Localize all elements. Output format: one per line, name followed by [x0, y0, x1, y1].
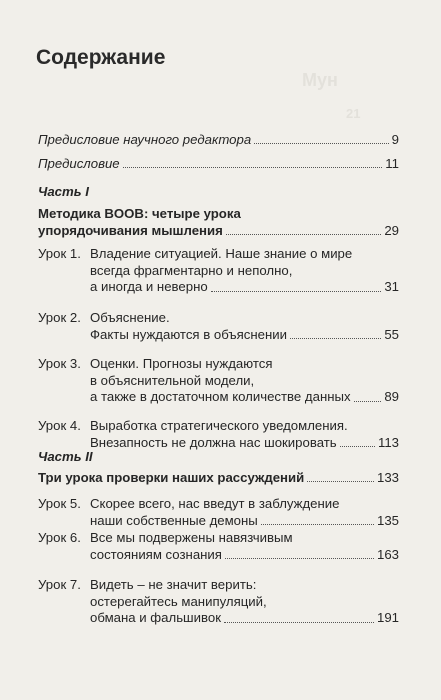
dot-leader: [307, 481, 374, 482]
dot-leader: [261, 524, 374, 525]
toc-page-number: 11: [385, 156, 399, 171]
lesson-line: Владение ситуацией. Наше знание о мире: [90, 246, 353, 261]
toc-lesson[interactable]: [38, 530, 399, 563]
lesson-line: обмана и фальшивок: [90, 610, 221, 625]
part-title-line: упорядочивания мышления: [38, 223, 223, 238]
toc-lesson[interactable]: [38, 310, 399, 343]
toc-entry-editor-preface[interactable]: [38, 131, 399, 148]
lesson-line: в объяснительной модели,: [90, 372, 255, 388]
page-title: Содержание: [36, 46, 166, 69]
toc-page-number: 163: [376, 546, 399, 562]
part-title-line: Три урока проверки наших рассуждений: [38, 470, 305, 485]
toc-page-number: 29: [384, 223, 399, 238]
dot-leader: [225, 558, 374, 559]
lesson-line: Видеть – не значит верить:: [90, 577, 257, 592]
lesson-number: Урок 7.: [38, 577, 81, 592]
lesson-number: Урок 6.: [38, 530, 81, 545]
lesson-number: Урок 3.: [38, 356, 81, 371]
bleed-through-text: Мун: [302, 70, 338, 90]
toc-entry-label: Предисловие научного редактора: [38, 132, 252, 147]
lesson-line: Объяснение.: [90, 310, 170, 325]
lesson-line: Выработка стратегического уведомления.: [90, 418, 348, 433]
lesson-line: всегда фрагментарно и неполно,: [90, 262, 293, 278]
lesson-line: Скорее всего, нас введут в заблуждение: [90, 496, 340, 511]
part-label: Часть II: [38, 449, 93, 464]
lesson-line: а также в достаточном количестве данных: [90, 389, 351, 404]
toc-lesson[interactable]: [38, 246, 399, 296]
lesson-line: Все мы подвержены навязчивым: [90, 530, 293, 545]
toc-page-number: 135: [376, 512, 399, 528]
toc-lesson[interactable]: [38, 577, 399, 627]
lesson-number: Урок 4.: [38, 418, 81, 433]
dot-leader: [290, 338, 381, 339]
toc-page-number: 191: [376, 610, 399, 625]
dot-leader: [224, 622, 374, 623]
lesson-line: а иногда и неверно: [90, 279, 208, 294]
toc-entry-label: Предисловие: [38, 156, 120, 171]
lesson-number: Урок 5.: [38, 496, 81, 511]
toc-page-number: 31: [384, 279, 399, 294]
lesson-line: Факты нуждаются в объяснении: [90, 326, 287, 342]
part-label: Часть I: [38, 184, 89, 199]
lesson-line: Внезапность не должна нас шокировать: [90, 434, 337, 450]
dot-leader: [354, 401, 382, 402]
lesson-line: остерегайтесь манипуляций,: [90, 593, 267, 609]
bleed-through-text: 21: [346, 106, 361, 121]
lesson-number: Урок 1.: [38, 246, 81, 261]
toc-lesson[interactable]: [38, 356, 399, 406]
dot-leader: [123, 167, 383, 168]
toc-lesson[interactable]: [38, 496, 399, 529]
lesson-line: Оценки. Прогнозы нуждаются: [90, 356, 273, 371]
dot-leader: [226, 234, 382, 235]
toc-entry-preface[interactable]: [38, 155, 399, 172]
lesson-number: Урок 2.: [38, 310, 81, 325]
toc-page-number: 55: [384, 326, 399, 342]
toc-page-number: 113: [377, 434, 399, 450]
toc-lesson[interactable]: [38, 418, 399, 451]
toc-page-number: 9: [391, 132, 399, 147]
dot-leader: [340, 446, 375, 447]
dot-leader: [254, 143, 388, 144]
toc-page-number: 133: [376, 470, 399, 485]
part-title-line: Методика BOOB: четыре урока: [38, 206, 241, 221]
toc-part-title[interactable]: [38, 469, 399, 486]
lesson-line: наши собственные демоны: [90, 512, 258, 528]
toc-page-number: 89: [384, 389, 399, 404]
dot-leader: [211, 291, 382, 292]
lesson-line: состояниям сознания: [90, 546, 222, 562]
toc-part-title[interactable]: [38, 205, 399, 239]
